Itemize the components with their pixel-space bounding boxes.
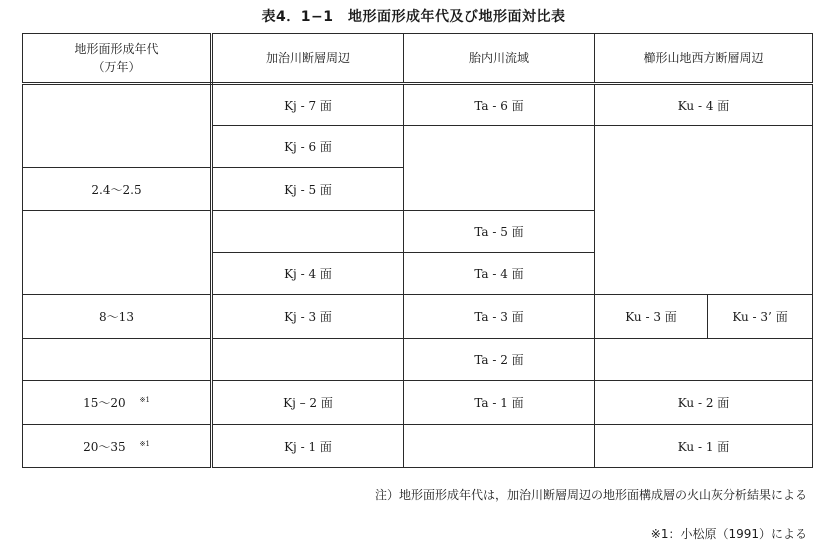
kushigata-cell-b: Ku - 3’ 面 [708, 295, 813, 339]
kushigata-cell-empty [595, 339, 813, 381]
kaji-cell: Kj - 1 面 [212, 425, 404, 468]
footnote-mark: ※1 [139, 396, 150, 404]
kaji-cell-empty [212, 211, 404, 253]
header-tainai: 胎内川流域 [404, 34, 595, 84]
kaji-cell: Kj - 3 面 [212, 295, 404, 339]
kaji-cell: Kj - 4 面 [212, 253, 404, 295]
kaji-cell: Kj - 7 面 [212, 84, 404, 126]
tainai-cell: Ta - 1 面 [404, 381, 595, 425]
kaji-cell: Kj – 2 面 [212, 381, 404, 425]
table-title: 表4．1−1 地形面形成年代及び地形面対比表 [261, 9, 566, 25]
kushigata-cell-empty [595, 126, 813, 295]
kushigata-cell: Ku - 4 面 [595, 84, 813, 126]
header-age-label: 地形面形成年代 [74, 42, 159, 56]
header-kaji: 加治川断層周辺 [212, 34, 404, 84]
age-cell-empty [23, 339, 212, 381]
table-row [23, 381, 813, 425]
age-cell: 2.4〜2.5 [23, 168, 212, 211]
age-value: 20〜35 [83, 439, 126, 454]
kushigata-cell: Ku - 2 面 [595, 381, 813, 425]
footnote-mark: ※1 [139, 439, 150, 448]
kaji-cell: Kj - 5 面 [212, 168, 404, 211]
tainai-cell: Ta - 2 面 [404, 339, 595, 381]
footnote-reference: ※1：小松原（1991）による [650, 527, 807, 541]
tainai-cell: Ta - 6 面 [404, 84, 595, 126]
tainai-cell-empty [404, 425, 595, 468]
correlation-table [22, 33, 813, 468]
age-cell-empty [23, 84, 212, 168]
table-row [23, 339, 813, 381]
kaji-cell: Kj - 6 面 [212, 126, 404, 168]
age-value: 15〜20 [83, 396, 126, 410]
table-row [23, 295, 813, 339]
age-cell: 8〜13 [23, 295, 212, 339]
kushigata-cell-a: Ku - 3 面 [595, 295, 708, 339]
header-age [23, 34, 212, 84]
age-cell-empty [23, 211, 212, 295]
tainai-cell: Ta - 5 面 [404, 211, 595, 253]
tainai-cell: Ta - 3 面 [404, 295, 595, 339]
tainai-cell: Ta - 4 面 [404, 253, 595, 295]
age-cell [23, 425, 212, 468]
kushigata-cell: Ku - 1 面 [595, 425, 813, 468]
header-age-unit: （万年） [92, 60, 141, 74]
tainai-cell-empty [404, 126, 595, 211]
header-kushigata: 櫛形山地西方断層周辺 [595, 34, 813, 84]
kaji-cell-empty [212, 339, 404, 381]
footnote-age-source: 注）地形面形成年代は，加治川断層周辺の地形面構成層の火山灰分析結果による [374, 488, 807, 502]
table-row [23, 425, 813, 468]
header-row [23, 34, 813, 84]
table-row [23, 84, 813, 126]
age-cell [23, 381, 212, 425]
